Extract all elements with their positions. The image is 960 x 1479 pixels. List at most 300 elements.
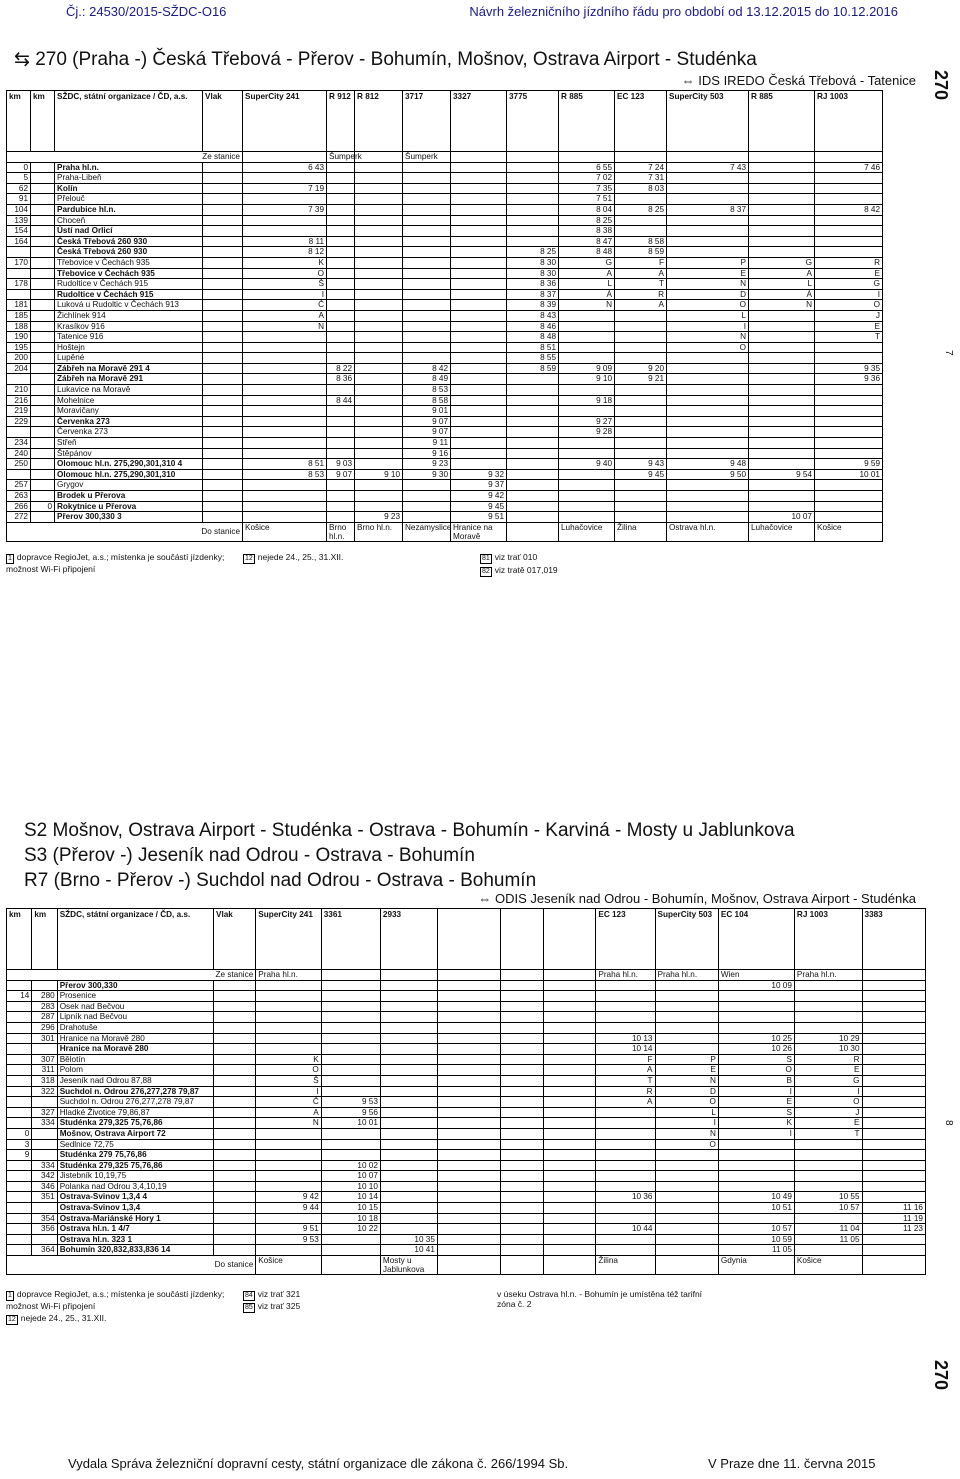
time-cell — [403, 501, 451, 512]
table-row — [7, 300, 883, 311]
to-station-cell — [437, 1256, 500, 1275]
time-cell — [749, 162, 815, 173]
time-cell — [718, 1171, 794, 1182]
time-cell: Š — [256, 1075, 321, 1086]
time-cell — [437, 1181, 500, 1192]
time-cell — [667, 247, 749, 258]
time-cell — [214, 1213, 256, 1224]
time-cell — [203, 469, 243, 480]
station-name: Pardubice hl.n. — [55, 204, 203, 215]
table-row — [7, 1107, 926, 1118]
time-cell — [214, 1139, 256, 1150]
table-row — [7, 342, 883, 353]
time-cell — [437, 1075, 500, 1086]
time-cell: A — [615, 300, 667, 311]
to-station-cell — [862, 1256, 925, 1275]
time-cell — [862, 1012, 925, 1023]
time-cell: K — [718, 1118, 794, 1129]
time-cell — [815, 501, 883, 512]
header-cell: R 885 — [749, 91, 815, 152]
time-cell: 8 04 — [559, 204, 615, 215]
time-cell: I — [815, 289, 883, 300]
station-name: Ostrava hl.n. 323 1 — [57, 1234, 213, 1245]
time-cell — [327, 173, 355, 184]
time-cell: 9 23 — [403, 459, 451, 470]
section2-side-label: 270 — [931, 1360, 951, 1391]
time-cell: G — [749, 257, 815, 268]
km-cell: 234 — [7, 438, 31, 449]
km-cell — [31, 300, 55, 311]
time-cell — [327, 162, 355, 173]
time-cell — [596, 1139, 655, 1150]
table-row — [7, 1213, 926, 1224]
time-cell — [327, 501, 355, 512]
time-cell — [815, 448, 883, 459]
table-row — [7, 469, 883, 480]
time-cell: E — [667, 268, 749, 279]
from-station-cell — [559, 152, 615, 163]
time-cell: 9 37 — [451, 480, 507, 491]
time-cell: R — [794, 1054, 862, 1065]
time-cell — [749, 501, 815, 512]
time-cell — [214, 1245, 256, 1256]
section2-note-1: 1 dopravce RegioJet, a.s.; místenka je součástí jízdenky; možnost Wi-Fi připojení — [6, 1289, 225, 1311]
from-station-row — [7, 152, 883, 163]
time-cell: 9 07 — [403, 427, 451, 438]
time-cell: N — [667, 279, 749, 290]
time-cell — [862, 1044, 925, 1055]
time-cell — [815, 226, 883, 237]
time-cell — [815, 480, 883, 491]
to-label: Do stanice — [7, 522, 243, 541]
time-cell — [214, 1224, 256, 1235]
km-cell — [31, 406, 55, 417]
station-name: Moravičany — [55, 406, 203, 417]
km-cell — [7, 268, 31, 279]
time-cell — [203, 226, 243, 237]
km-cell: 185 — [7, 310, 31, 321]
time-cell — [355, 491, 403, 502]
to-station-cell: Brno hl.n. — [355, 522, 403, 541]
time-cell: 7 02 — [559, 173, 615, 184]
time-cell — [501, 1234, 543, 1245]
time-cell: 7 46 — [815, 162, 883, 173]
time-cell — [749, 342, 815, 353]
km-cell — [7, 980, 32, 991]
header-cell: SuperCity 503 — [655, 909, 718, 970]
section1-page-marker: 7 — [943, 350, 954, 356]
time-cell — [615, 353, 667, 364]
time-cell: 11 05 — [718, 1245, 794, 1256]
time-cell: 9 53 — [256, 1234, 321, 1245]
time-cell: Č — [243, 300, 327, 311]
table-row — [7, 268, 883, 279]
time-cell — [380, 1181, 437, 1192]
time-cell — [437, 1203, 500, 1214]
time-cell — [437, 1033, 500, 1044]
time-cell — [451, 406, 507, 417]
time-cell — [355, 353, 403, 364]
table-row — [7, 1139, 926, 1150]
time-cell — [321, 1245, 380, 1256]
time-cell — [203, 459, 243, 470]
from-station-cell — [501, 970, 543, 981]
time-cell — [655, 991, 718, 1002]
time-cell — [451, 310, 507, 321]
to-station-row — [7, 522, 883, 541]
time-cell — [559, 385, 615, 396]
km-cell: 188 — [7, 321, 31, 332]
to-station-cell: Mosty u Jablunkova — [380, 1256, 437, 1275]
time-cell — [243, 480, 327, 491]
time-cell: 7 43 — [667, 162, 749, 173]
km-cell: 327 — [32, 1107, 57, 1118]
time-cell — [214, 1033, 256, 1044]
time-cell — [794, 1213, 862, 1224]
time-cell: 8 30 — [507, 268, 559, 279]
time-cell — [862, 1086, 925, 1097]
time-cell: D — [667, 289, 749, 300]
time-cell — [355, 332, 403, 343]
time-cell — [615, 310, 667, 321]
time-cell — [403, 204, 451, 215]
time-cell — [451, 395, 507, 406]
time-cell — [655, 1012, 718, 1023]
time-cell — [501, 1245, 543, 1256]
time-cell: 8 42 — [403, 363, 451, 374]
time-cell — [203, 321, 243, 332]
header-cell: RJ 1003 — [794, 909, 862, 970]
time-cell — [203, 491, 243, 502]
time-cell — [615, 416, 667, 427]
time-cell: I — [718, 1086, 794, 1097]
time-cell — [327, 300, 355, 311]
time-cell — [862, 1001, 925, 1012]
time-cell — [256, 1245, 321, 1256]
time-cell: 10 49 — [718, 1192, 794, 1203]
time-cell — [794, 1139, 862, 1150]
table-row — [7, 459, 883, 470]
km-cell — [31, 279, 55, 290]
time-cell — [543, 1139, 596, 1150]
time-cell — [327, 204, 355, 215]
time-cell — [437, 1097, 500, 1108]
time-cell — [243, 363, 327, 374]
time-cell — [507, 226, 559, 237]
time-cell — [243, 215, 327, 226]
time-cell — [596, 1213, 655, 1224]
time-cell — [815, 353, 883, 364]
km-cell — [31, 416, 55, 427]
station-name: Ostrava-Mariánské Hory 1 — [57, 1213, 213, 1224]
time-cell: 10 07 — [749, 512, 815, 523]
time-cell — [667, 480, 749, 491]
time-cell — [559, 406, 615, 417]
time-cell — [203, 204, 243, 215]
time-cell — [655, 980, 718, 991]
km-cell: 334 — [32, 1160, 57, 1171]
time-cell — [815, 215, 883, 226]
time-cell — [862, 1107, 925, 1118]
from-station-cell — [543, 970, 596, 981]
time-cell: 8 25 — [615, 204, 667, 215]
time-cell: R — [615, 289, 667, 300]
time-cell — [214, 1065, 256, 1076]
time-cell — [327, 427, 355, 438]
section1-subtitle: ⇔ IDS IREDO Česká Třebová - Tatenice — [681, 73, 916, 88]
station-name: Lukavice na Moravě — [55, 385, 203, 396]
time-cell: 11 19 — [862, 1213, 925, 1224]
time-cell — [596, 991, 655, 1002]
time-cell — [667, 173, 749, 184]
time-cell — [203, 236, 243, 247]
to-station-cell — [321, 1256, 380, 1275]
time-cell — [214, 1086, 256, 1097]
time-cell: 8 58 — [615, 236, 667, 247]
time-cell — [559, 448, 615, 459]
section2-title-2: S3 (Přerov -) Jeseník nad Odrou - Ostrava - Bohumín — [24, 845, 475, 866]
km-cell — [7, 427, 31, 438]
time-cell — [667, 363, 749, 374]
station-name: Červenka 273 — [55, 416, 203, 427]
time-cell — [815, 406, 883, 417]
time-cell — [501, 1022, 543, 1033]
time-cell — [615, 448, 667, 459]
km-cell — [31, 204, 55, 215]
time-cell: 9 21 — [615, 374, 667, 385]
time-cell: 10 51 — [718, 1203, 794, 1214]
time-cell — [718, 1001, 794, 1012]
km-cell: 356 — [32, 1224, 57, 1235]
time-cell — [355, 342, 403, 353]
time-cell — [355, 501, 403, 512]
header-cell: R 912 — [327, 91, 355, 152]
station-name: Přelouč — [55, 194, 203, 205]
time-cell: 9 11 — [403, 438, 451, 449]
time-cell — [815, 512, 883, 523]
time-cell: E — [815, 268, 883, 279]
section1-note-4: 82 viz tratě 017,019 — [482, 565, 558, 575]
from-station-cell: Praha hl.n. — [256, 970, 321, 981]
time-cell: N — [655, 1075, 718, 1086]
table-row — [7, 491, 883, 502]
time-cell: E — [794, 1065, 862, 1076]
time-cell — [543, 1224, 596, 1235]
station-name: Štěpánov — [55, 448, 203, 459]
station-name: Zábřeh na Moravě 291 4 — [55, 363, 203, 374]
time-cell — [501, 1086, 543, 1097]
time-cell: 8 59 — [507, 363, 559, 374]
time-cell: 9 27 — [559, 416, 615, 427]
station-name: Suchdol n. Odrou 276,277,278 79,87 — [57, 1086, 213, 1097]
time-cell — [507, 374, 559, 385]
time-cell: T — [615, 279, 667, 290]
time-cell — [355, 406, 403, 417]
from-station-cell — [667, 152, 749, 163]
time-cell — [749, 215, 815, 226]
time-cell: 8 37 — [667, 204, 749, 215]
table-row — [7, 1012, 926, 1023]
time-cell — [501, 1001, 543, 1012]
time-cell — [403, 300, 451, 311]
header-cell: km — [32, 909, 57, 970]
time-cell — [256, 1150, 321, 1161]
time-cell — [256, 1213, 321, 1224]
km-cell: 354 — [32, 1213, 57, 1224]
km-cell — [31, 321, 55, 332]
km-cell — [7, 1181, 32, 1192]
time-cell — [794, 1160, 862, 1171]
time-cell — [380, 1203, 437, 1214]
time-cell — [243, 427, 327, 438]
time-cell: E — [794, 1118, 862, 1129]
time-cell — [815, 183, 883, 194]
time-cell: 9 28 — [559, 427, 615, 438]
time-cell — [749, 438, 815, 449]
station-name: Mohelnice — [55, 395, 203, 406]
time-cell — [203, 279, 243, 290]
station-name: Kolín — [55, 183, 203, 194]
time-cell — [355, 416, 403, 427]
time-cell — [667, 385, 749, 396]
time-cell — [815, 395, 883, 406]
time-cell: Á — [749, 289, 815, 300]
time-cell — [243, 501, 327, 512]
table-row — [7, 416, 883, 427]
station-name: Přerov 300,330 — [57, 980, 213, 991]
time-cell — [507, 395, 559, 406]
table-row — [7, 448, 883, 459]
section2-note-5: v úseku Ostrava hl.n. - Bohumín je umístěna též tarifní zóna č. 2 — [497, 1289, 703, 1309]
time-cell: 8 36 — [507, 279, 559, 290]
time-cell: 10 18 — [321, 1213, 380, 1224]
km-cell — [31, 469, 55, 480]
header-cell: R 885 — [559, 91, 615, 152]
time-cell — [615, 321, 667, 332]
time-cell — [451, 459, 507, 470]
time-cell — [451, 342, 507, 353]
station-name: Bohumín 320,832,833,836 14 — [57, 1245, 213, 1256]
time-cell — [327, 226, 355, 237]
time-cell — [321, 1044, 380, 1055]
time-cell: 10 14 — [321, 1192, 380, 1203]
km-cell — [31, 268, 55, 279]
time-cell — [749, 332, 815, 343]
km-cell — [31, 247, 55, 258]
time-cell: 8 03 — [615, 183, 667, 194]
from-station-cell: Praha hl.n. — [655, 970, 718, 981]
time-cell — [655, 1203, 718, 1214]
time-cell — [243, 353, 327, 364]
km-cell — [7, 1086, 32, 1097]
km-cell: 0 — [31, 501, 55, 512]
time-cell: J — [815, 310, 883, 321]
time-cell: 10 15 — [321, 1203, 380, 1214]
time-cell — [380, 1065, 437, 1076]
time-cell — [543, 1012, 596, 1023]
time-cell — [327, 491, 355, 502]
station-name: Suchdol n. Odrou 276,277,278 79,87 — [57, 1097, 213, 1108]
to-station-cell: Luhačovice — [559, 522, 615, 541]
km-cell: 178 — [7, 279, 31, 290]
time-cell: 8 49 — [403, 374, 451, 385]
time-cell — [451, 279, 507, 290]
to-station-cell: Nezamyslice — [403, 522, 451, 541]
time-cell — [501, 1012, 543, 1023]
station-name: Luková u Rudoltic v Čechách 913 — [55, 300, 203, 311]
time-cell — [451, 268, 507, 279]
time-cell — [667, 395, 749, 406]
km-cell: 91 — [7, 194, 31, 205]
km-cell: 170 — [7, 257, 31, 268]
km-cell: 301 — [32, 1033, 57, 1044]
time-cell — [355, 236, 403, 247]
time-cell — [256, 1160, 321, 1171]
header-cell: km — [31, 91, 55, 152]
station-name: Krasíkov 916 — [55, 321, 203, 332]
time-cell — [794, 1245, 862, 1256]
to-station-cell: Gdynia — [718, 1256, 794, 1275]
time-cell — [507, 204, 559, 215]
km-cell — [7, 1097, 32, 1108]
time-cell — [667, 236, 749, 247]
time-cell — [718, 1012, 794, 1023]
time-cell — [403, 183, 451, 194]
time-cell — [437, 1128, 500, 1139]
table-row — [7, 183, 883, 194]
km-cell: 139 — [7, 215, 31, 226]
doc-title: Návrh železničního jízdního řádu pro období od 13.12.2015 do 10.12.2016 — [469, 4, 898, 19]
time-cell — [667, 427, 749, 438]
time-cell — [507, 183, 559, 194]
km-cell — [31, 512, 55, 523]
time-cell — [862, 1160, 925, 1171]
time-cell: S — [718, 1054, 794, 1065]
time-cell: 9 07 — [403, 416, 451, 427]
time-cell — [543, 980, 596, 991]
time-cell — [596, 1181, 655, 1192]
time-cell — [355, 321, 403, 332]
time-cell — [655, 1160, 718, 1171]
time-cell: F — [596, 1054, 655, 1065]
time-cell — [327, 268, 355, 279]
time-cell: 8 22 — [327, 363, 355, 374]
time-cell: E — [718, 1097, 794, 1108]
km-cell — [31, 385, 55, 396]
time-cell — [203, 257, 243, 268]
time-cell — [559, 342, 615, 353]
header-cell: 2933 — [380, 909, 437, 970]
time-cell — [794, 1171, 862, 1182]
station-name: Sedlnice 72,75 — [57, 1139, 213, 1150]
time-cell — [380, 1128, 437, 1139]
time-cell — [256, 1033, 321, 1044]
table-row — [7, 501, 883, 512]
time-cell — [501, 1203, 543, 1214]
time-cell: 8 25 — [507, 247, 559, 258]
time-cell — [559, 512, 615, 523]
time-cell — [403, 491, 451, 502]
time-cell — [596, 1022, 655, 1033]
section1-note-2: 12 nejede 24., 25., 31.XII. — [245, 552, 344, 562]
header-cell: km — [7, 91, 31, 152]
time-cell: 7 39 — [243, 204, 327, 215]
time-cell — [243, 374, 327, 385]
to-station-cell: Ostrava hl.n. — [667, 522, 749, 541]
station-name: Rokytnice u Přerova — [55, 501, 203, 512]
time-cell: D — [655, 1086, 718, 1097]
time-cell — [596, 980, 655, 991]
